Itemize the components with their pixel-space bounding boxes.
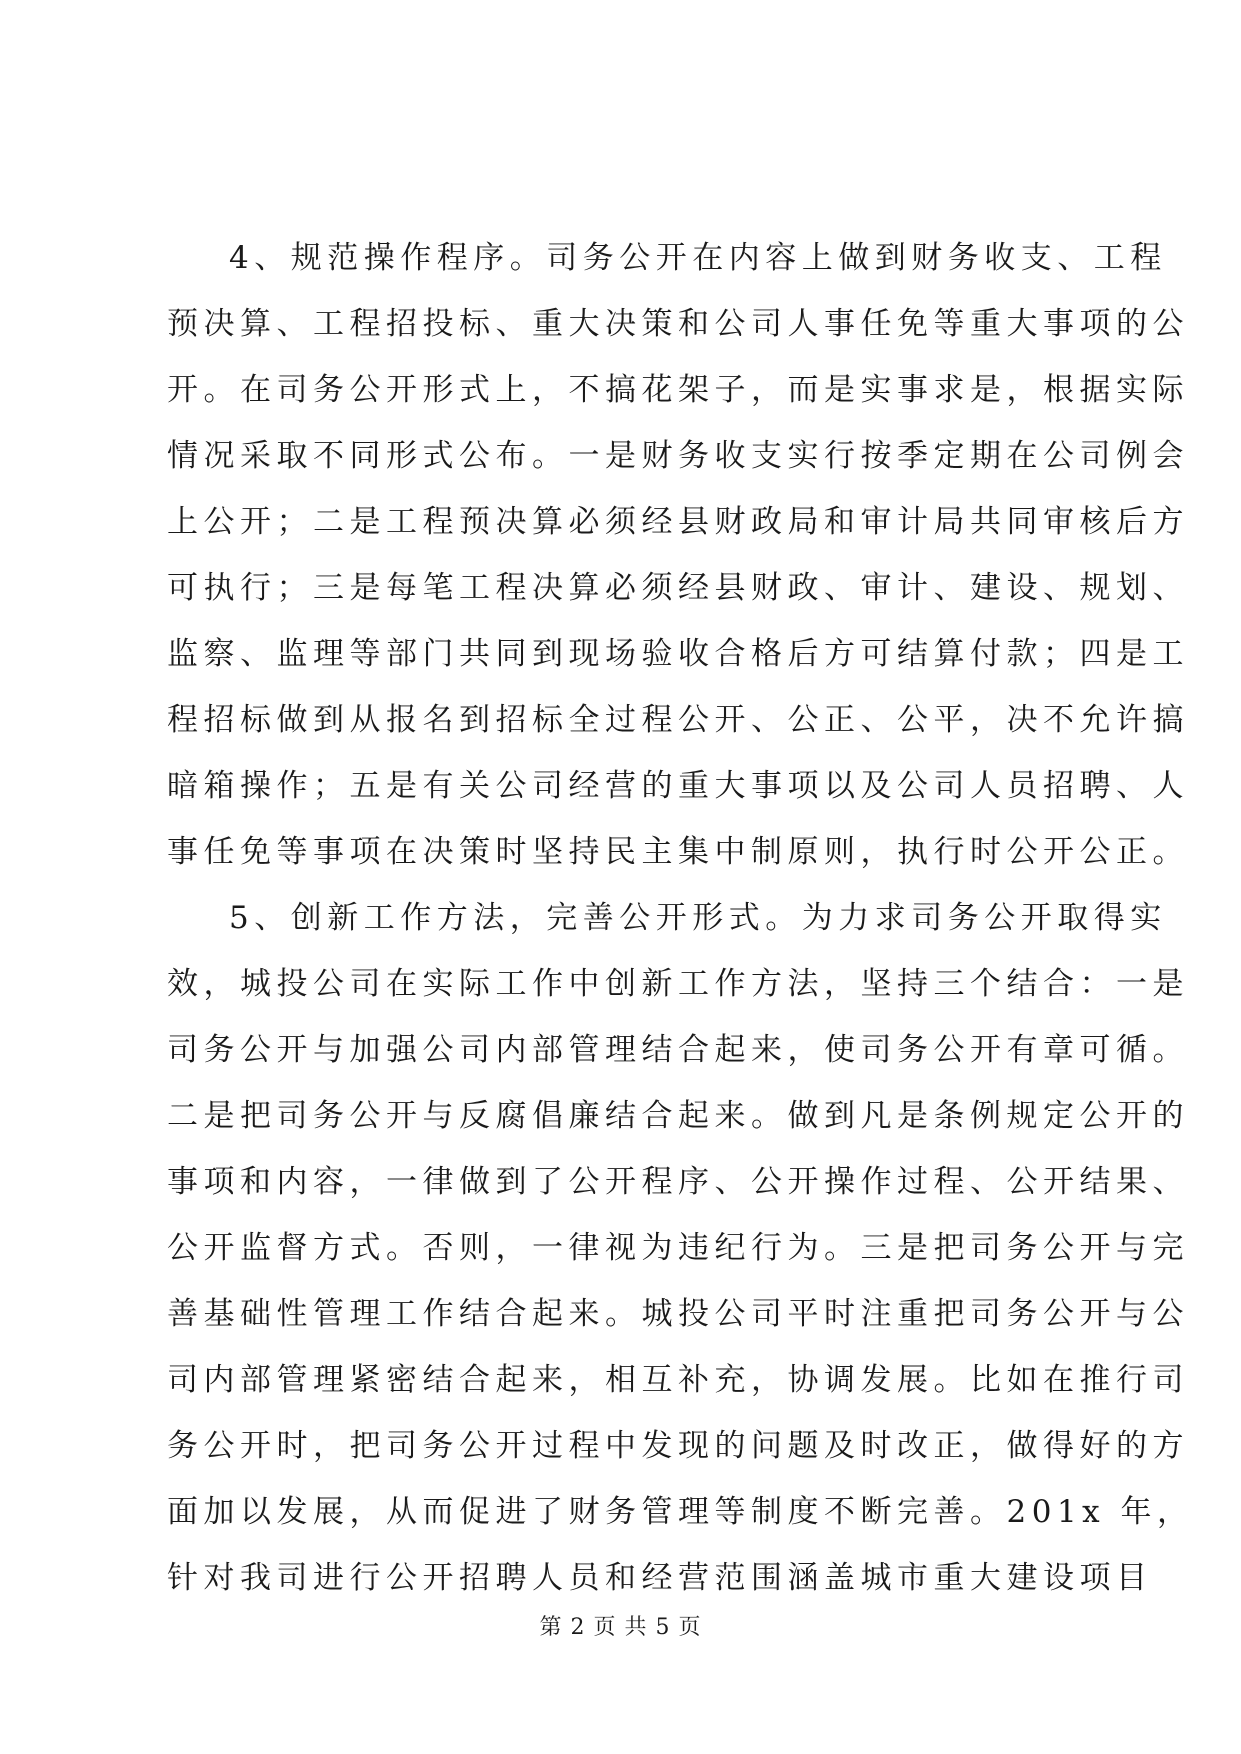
paragraph-5-line: 司务公开与加强公司内部管理结合起来，使司务公开有章可循。: [167, 1032, 1189, 1068]
paragraph-4-line: 程招标做到从报名到招标全过程公开、公正、公平，决不允许搞: [167, 702, 1189, 738]
paragraph-4-line: 暗箱操作；五是有关公司经营的重大事项以及公司人员招聘、人: [167, 768, 1189, 804]
paragraph-4-line: 情况采取不同形式公布。一是财务收支实行按季定期在公司例会: [167, 438, 1189, 474]
paragraph-5-line: 务公开时，把司务公开过程中发现的问题及时改正，做得好的方: [167, 1428, 1189, 1464]
paragraph-5-line: 司内部管理紧密结合起来，相互补充，协调发展。比如在推行司: [167, 1362, 1189, 1398]
document-body: [167, 225, 1194, 1611]
paragraph-5-line: 针对我司进行公开招聘人员和经营范围涵盖城市重大建设项目: [167, 1560, 1153, 1596]
page-number-footer: 第 2 页 共 5 页: [539, 1615, 702, 1640]
paragraph-5-line: 二是把司务公开与反腐倡廉结合起来。做到凡是条例规定公开的: [167, 1098, 1189, 1134]
paragraph-5-line: 5、创新工作方法，完善公开形式。为力求司务公开取得实: [229, 900, 1167, 936]
paragraph-4-line: 可执行；三是每笔工程决算必须经县财政、审计、建设、规划、: [167, 570, 1189, 606]
paragraph-4-line: 上公开；二是工程预决算必须经县财政局和审计局共同审核后方: [167, 504, 1189, 540]
paragraph-5-line: 效，城投公司在实际工作中创新工作方法，坚持三个结合：一是: [167, 966, 1189, 1002]
paragraph-4-line: 事任免等事项在决策时坚持民主集中制原则，执行时公开公正。: [167, 834, 1189, 870]
paragraph-4-line: 预决算、工程招投标、重大决策和公司人事任免等重大事项的公: [167, 306, 1189, 342]
paragraph-4-line: 开。在司务公开形式上，不搞花架子，而是实事求是，根据实际: [167, 372, 1189, 408]
paragraph-5-line: 面加以发展，从而促进了财务管理等制度不断完善。201x 年，: [167, 1494, 1194, 1530]
paragraph-5-line: 公开监督方式。否则，一律视为违纪行为。三是把司务公开与完: [167, 1230, 1189, 1266]
paragraph-5-line: 事项和内容，一律做到了公开程序、公开操作过程、公开结果、: [167, 1164, 1189, 1200]
paragraph-4-line: 监察、监理等部门共同到现场验收合格后方可结算付款；四是工: [167, 636, 1189, 672]
paragraph-4-line: 4、规范操作程序。司务公开在内容上做到财务收支、工程: [229, 240, 1167, 276]
paragraph-5-line: 善基础性管理工作结合起来。城投公司平时注重把司务公开与公: [167, 1296, 1189, 1332]
